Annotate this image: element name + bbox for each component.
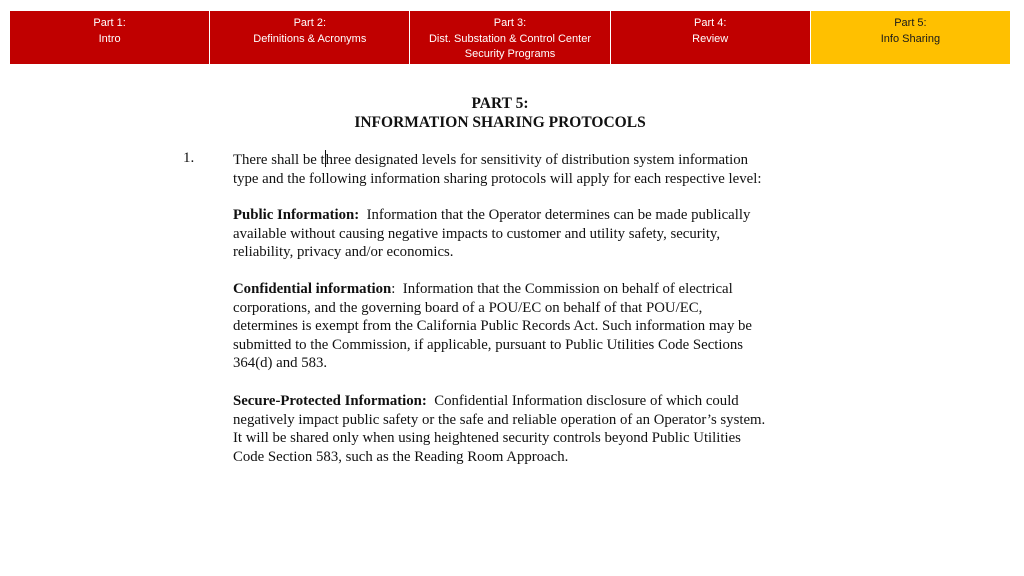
tab-part-label: Part 2: <box>293 17 326 29</box>
paragraph-line: submitted to the Commission, if applicable, pursuant to Public Utilities Code Sections <box>233 336 744 353</box>
confidential-information-paragraph <box>233 280 833 373</box>
paragraph-line: It will be shared only when using heightened security controls beyond Public Utilities <box>233 430 741 447</box>
paragraph-line: available without causing negative impacts to customer and utility safety, security, <box>233 225 721 242</box>
paragraph-line: type and the following information sharing protocols will apply for each respective level: <box>233 170 762 187</box>
intro-paragraph <box>233 150 833 188</box>
paragraph-line: 364(d) and 583. <box>233 355 328 372</box>
paragraph-line: determines is exempt from the California Public Records Act. Such information may be <box>233 318 753 335</box>
tab-part-title: Dist. Substation & Control Center <box>428 32 592 45</box>
tab-part-label: Part 5: <box>894 17 927 29</box>
paragraph-line: corporations, and the governing board of a POU/EC on behalf of that POU/EC, <box>233 299 703 316</box>
paragraph-line <box>233 150 833 170</box>
tab-part-title: Review <box>692 32 729 45</box>
tab-part-title-line2: Security Programs <box>464 48 556 60</box>
confidential-information-definition: : Information that the Commission on behalf of electrical <box>391 281 733 297</box>
tab-part-title: Definitions & Acronyms <box>253 32 367 45</box>
paragraph-line <box>233 392 833 411</box>
tab-part-title: Intro <box>98 32 121 45</box>
confidential-information-term: Confidential information <box>233 281 392 297</box>
tab-part-label: Part 1: <box>93 17 126 29</box>
tab-part-title: Info Sharing <box>880 32 941 45</box>
secure-protected-information-paragraph <box>233 392 833 466</box>
list-item-number: 1. <box>183 150 195 166</box>
paragraph-line: Code Section 583, such as the Reading Room Approach. <box>233 448 569 465</box>
document-title-part: PART 5: <box>471 95 529 112</box>
secure-protected-information-term: Secure-Protected Information: <box>233 393 427 409</box>
intro-line-1-rest: hree designated levels for sensitivity of distribution system information <box>325 152 749 168</box>
secure-protected-information-definition: Confidential Information disclosure of which could <box>426 393 739 409</box>
paragraph-line: reliability, privacy and/or economics. <box>233 244 454 261</box>
paragraph-line: negatively impact public safety or the safe and reliable operation of an Operator’s system. <box>233 411 766 428</box>
tab-part-label: Part 3: <box>493 17 527 29</box>
public-information-definition: Information that the Operator determines can be made publically <box>359 207 751 223</box>
public-information-paragraph <box>233 206 833 262</box>
paragraph-line <box>233 280 833 299</box>
public-information-term: Public Information: <box>233 207 360 223</box>
tab-part-label: Part 4: <box>694 17 727 29</box>
intro-line-1: There shall be t <box>233 152 325 168</box>
document-title: INFORMATION SHARING PROTOCOLS <box>354 114 646 131</box>
paragraph-line <box>233 206 833 225</box>
